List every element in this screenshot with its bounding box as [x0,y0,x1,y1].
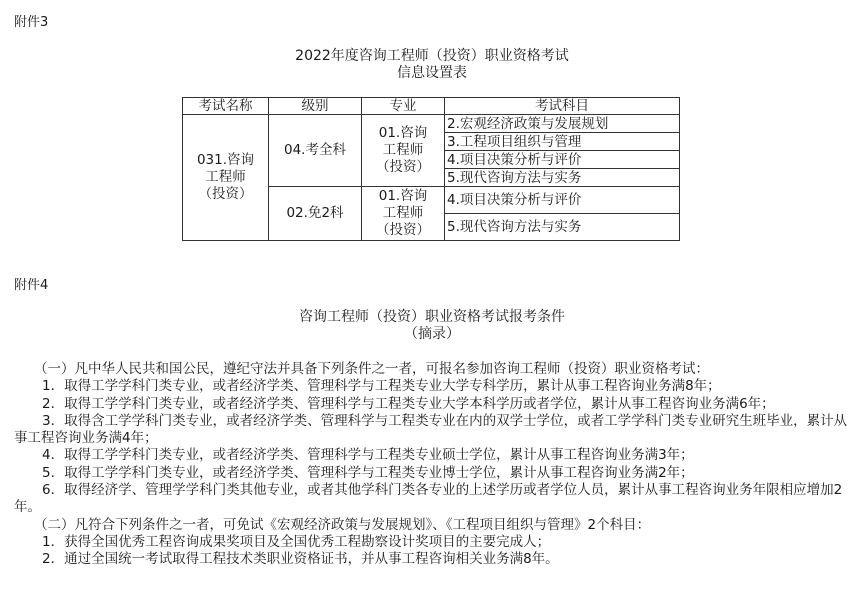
major-line2: 工程师 [382,142,424,158]
subject-cell: 3.工程项目组织与管理 [445,133,680,151]
header-level: 级别 [269,98,362,115]
exam-info-table [182,97,680,241]
attachment4-title-line1: 咨询工程师（投资）职业资格考试报考条件 [299,309,565,325]
major-line2: 工程师 [382,205,424,221]
attachment3-title-line1: 2022年度咨询工程师（投资）职业资格考试 [295,48,569,64]
subject-cell: 5.现代咨询方法与实务 [445,169,680,187]
list-item: 4．取得工学学科门类专业，或者经济学类、管理科学与工程类专业硕士学位，累计从事工程咨询业务满3年； [42,447,694,464]
header-subjects: 考试科目 [445,98,680,115]
major-line3: （投资） [376,159,430,175]
exam-name-line1: 031.咨询 [196,152,255,168]
attachment4-title-line2: （摘录） [404,326,460,342]
table-header-row [183,98,680,115]
attachment4-label: 附件4 [14,278,49,293]
major-line1: 01.咨询 [378,125,428,141]
requirements-body [14,361,850,569]
major-line3: （投资） [376,222,430,238]
exam-name-line3: （投资） [198,186,253,202]
attachment3-label: 附件3 [14,15,49,30]
table-row [183,115,680,133]
section2-intro: （二）凡符合下列条件之一者，可免试《宏观经济政策与发展规划》、《工程项目组织与管理》2个科目： [34,516,651,533]
major-cell [362,187,445,241]
list-item: 2．取得工学学科门类专业，或者经济学类、管理科学与工程类专业大学本科学历或者学位，累计从事工程咨询业务满6年； [42,395,775,412]
level-cell: 04.考全科 [269,115,362,187]
list-item: 1．取得工学学科门类专业，或者经济学类、管理科学与工程类专业大学专科学历，累计从事工程咨询业务满8年； [42,378,721,395]
exam-name-cell [183,115,269,241]
attachment4-title [0,309,864,343]
attachment3-title [0,48,864,82]
list-item: 3．取得含工学学科门类专业，或者经济学类、管理科学与工程类专业在内的双学士学位，或者工学学科门类专业研究生班毕业，累计从事工程咨询业务满4年； [14,412,848,447]
header-exam-name: 考试名称 [183,98,269,115]
list-item: 6．取得经济学、管理学学科门类其他专业，或者其他学科门类各专业的上述学历或者学位人员，累计从事工程咨询业务年限相应增加2年。 [14,482,843,516]
subject-cell: 4.项目决策分析与评价 [445,151,680,169]
section1-intro: （一）凡中华人民共和国公民，遵纪守法并具备下列条件之一者，可报名参加咨询工程师（投资）职业资格考试： [34,361,709,377]
list-item: 5．取得工学学科门类专业，或者经济学类、管理科学与工程类专业博士学位，累计从事工程咨询业务满2年； [42,464,694,481]
major-line1: 01.咨询 [378,188,428,204]
attachment3-title-line2: 信息设置表 [397,65,467,81]
subject-cell: 5.现代咨询方法与实务 [445,214,680,241]
list-item: 2．通过全国统一考试取得工程技术类职业资格证书，并从事工程咨询相关业务满8年。 [42,551,559,568]
subject-cell: 4.项目决策分析与评价 [445,187,680,214]
exam-name-line2: 工程师 [205,169,246,185]
subject-cell: 2.宏观经济政策与发展规划 [445,115,680,133]
list-item: 1．获得全国优秀工程咨询成果奖项目及全国优秀工程勘察设计奖项目的主要完成人； [42,533,551,550]
level-cell: 02.免2科 [269,187,362,241]
major-cell [362,115,445,187]
header-major: 专业 [362,98,445,115]
